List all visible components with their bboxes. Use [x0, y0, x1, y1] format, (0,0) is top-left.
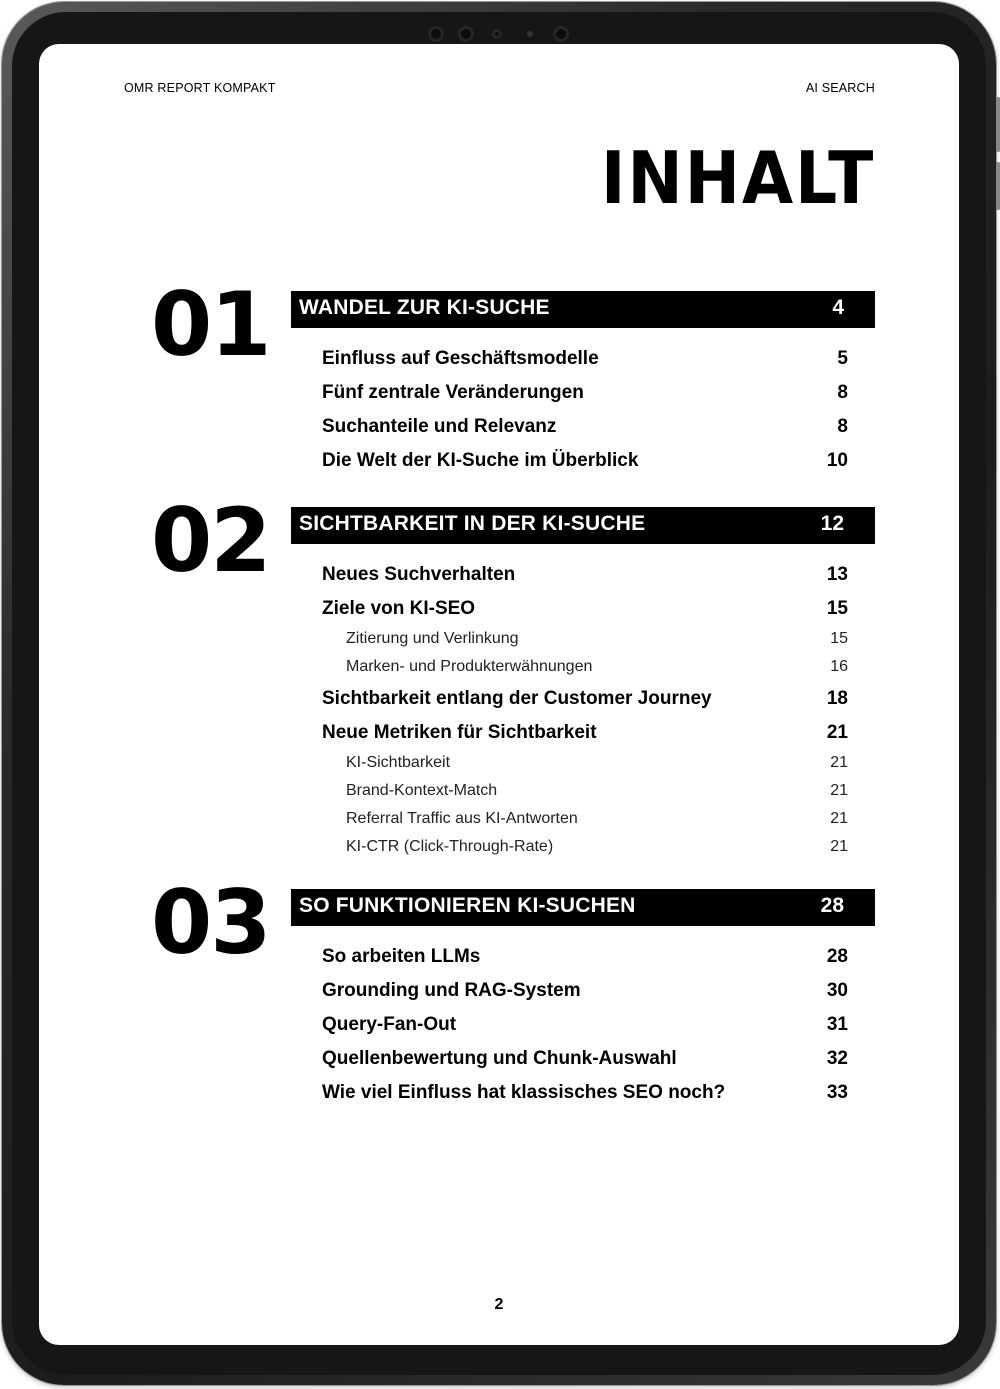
toc-entry-page: 30	[826, 980, 848, 1001]
toc-subentry-label: Marken- und Produkterwähnungen	[346, 658, 593, 675]
page-number: 2	[494, 1296, 504, 1313]
toc-entry-page: 33	[826, 1082, 848, 1103]
toc-entry-page: 10	[826, 450, 848, 471]
toc-entry-page: 32	[826, 1048, 848, 1069]
toc-subentry-label: Brand-Kontext-Match	[346, 782, 498, 799]
section-number: 01	[151, 273, 270, 376]
section-title: WANDEL ZUR KI-SUCHE	[299, 296, 550, 319]
volume-up-button	[996, 97, 1000, 152]
page-title: INHALT	[600, 136, 875, 220]
section-page: 28	[820, 894, 844, 917]
toc-subentry-page: 21	[830, 838, 848, 855]
toc-entry-label: Query-Fan-Out	[322, 1014, 457, 1035]
toc-entry-label: Die Welt der KI-Suche im Überblick	[322, 450, 639, 471]
toc-subentry-page: 21	[830, 810, 848, 827]
toc-entry-label: Grounding und RAG-System	[322, 980, 581, 1001]
section-number: 03	[151, 871, 270, 974]
toc-entry-page: 21	[826, 722, 848, 743]
toc-entry-label: Sichtbarkeit entlang der Customer Journey	[322, 688, 712, 709]
sensor-icon	[492, 29, 502, 39]
toc-entry-page: 18	[826, 688, 848, 709]
toc-entry-page: 5	[837, 348, 848, 369]
toc-entry-page: 13	[826, 564, 848, 585]
toc-entry-page: 28	[826, 946, 848, 967]
toc-entry-label: Suchanteile und Relevanz	[322, 416, 557, 437]
section-title: SICHTBARKEIT IN DER KI-SUCHE	[299, 512, 646, 535]
toc-subentry-page: 16	[830, 658, 848, 675]
toc-entry-page: 31	[826, 1014, 848, 1035]
section-title: SO FUNKTIONIEREN KI-SUCHEN	[299, 894, 636, 917]
toc-entry-page: 15	[826, 598, 848, 619]
toc-entry-page: 8	[837, 382, 848, 403]
sensor-icon	[527, 31, 533, 37]
toc-subentry-label: KI-CTR (Click-Through-Rate)	[346, 838, 554, 855]
toc-subentry-label: Zitierung und Verlinkung	[346, 630, 519, 647]
section-heading-bar[interactable]	[291, 291, 875, 328]
section-number: 02	[151, 489, 270, 592]
toc-entry-label: Einfluss auf Geschäftsmodelle	[322, 348, 599, 369]
camera-icon	[553, 26, 569, 42]
volume-down-button	[996, 162, 1000, 210]
toc-subentry-label: KI-Sichtbarkeit	[346, 754, 451, 771]
camera-icon	[458, 26, 474, 42]
running-header-right: AI SEARCH	[805, 81, 875, 95]
document-page[interactable]	[39, 44, 959, 1345]
toc-subentry-label: Referral Traffic aus KI-Antworten	[346, 810, 578, 827]
section-heading-bar[interactable]	[291, 507, 875, 544]
section-page: 4	[832, 296, 844, 319]
toc-entry-label: Wie viel Einfluss hat klassisches SEO noch?	[322, 1082, 726, 1103]
section-heading-bar[interactable]	[291, 889, 875, 926]
toc-entry-label: Fünf zentrale Veränderungen	[322, 382, 584, 403]
toc-entry-page: 8	[837, 416, 848, 437]
toc-subentry-page: 15	[830, 630, 848, 647]
toc-entry-label: Ziele von KI-SEO	[322, 598, 476, 619]
toc-entry-label: So arbeiten LLMs	[322, 946, 481, 967]
camera-icon	[428, 26, 444, 42]
toc-subentry-page: 21	[830, 754, 848, 771]
toc-subentry-page: 21	[830, 782, 848, 799]
toc-entry-label: Neues Suchverhalten	[322, 564, 516, 585]
running-header-left: OMR REPORT KOMPAKT	[124, 81, 276, 95]
toc-entry-label: Quellenbewertung und Chunk-Auswahl	[322, 1048, 677, 1069]
section-page: 12	[820, 512, 844, 535]
toc-entry-label: Neue Metriken für Sichtbarkeit	[322, 722, 597, 743]
